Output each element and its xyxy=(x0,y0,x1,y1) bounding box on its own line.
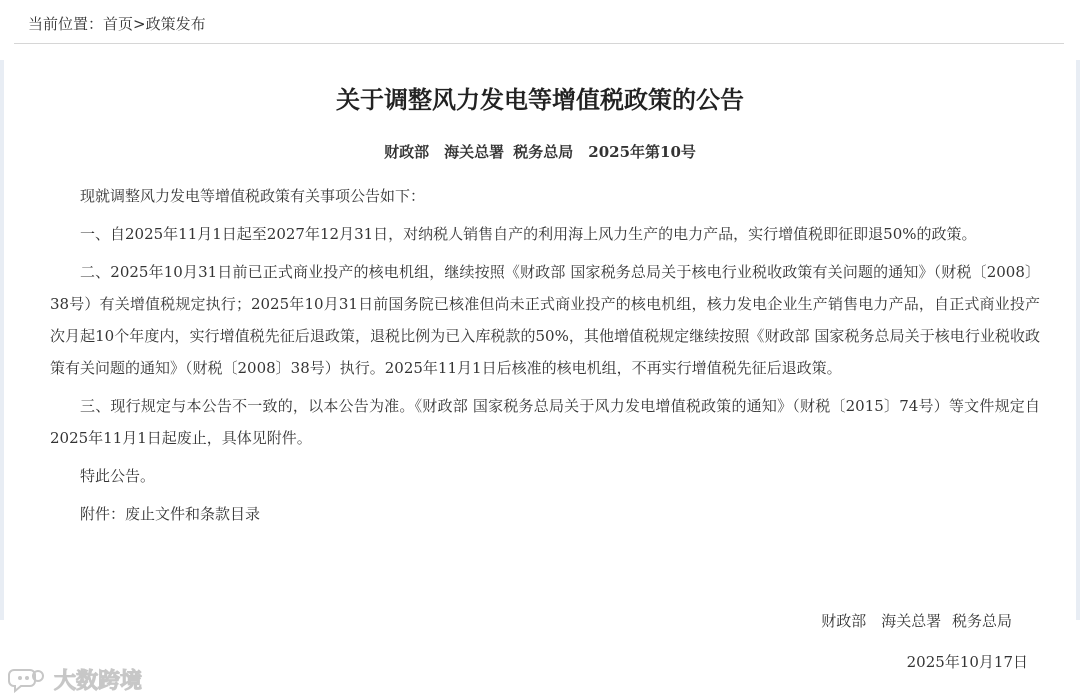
body-paragraph-intro: 现就调整风力发电等增值税政策有关事项公告如下： xyxy=(80,187,426,205)
speech-bubble-logo-icon xyxy=(8,667,48,693)
body-paragraph-closing: 特此公告。 xyxy=(80,467,156,485)
body-paragraph-item-3: 三、现行规定与本公告不一致的，以本公告为准。《财政部 国家税务总局关于风力发电增值税政策的通知》（财税〔2015〕74号）等文件规定自2025年11月1日起废止，具体见附件。 xyxy=(50,397,1040,447)
watermark xyxy=(8,664,142,695)
watermark-text: 大数跨境 xyxy=(54,669,143,694)
signature-date: 2025年10月17日 xyxy=(906,653,1028,671)
header-divider xyxy=(14,43,1064,44)
issuer-document-number: 财政部 海关总署 税务总局 2025年第10号 xyxy=(384,143,696,161)
breadcrumb-current-link[interactable]: 政策发布 xyxy=(145,15,206,33)
attachment-line[interactable]: 附件：废止文件和条款目录 xyxy=(80,505,261,523)
breadcrumb-home-link[interactable]: 首页 xyxy=(103,15,134,33)
breadcrumb-separator: > xyxy=(133,15,146,33)
breadcrumb-label: 当前位置： xyxy=(28,15,104,33)
document-body xyxy=(50,180,1040,536)
breadcrumb xyxy=(28,13,206,34)
body-paragraph-item-2: 二、2025年10月31日前已正式商业投产的核电机组，继续按照《财政部 国家税务总局关于核电行业税收政策有关问题的通知》（财税〔2008〕38号）有关增值税规定执行；2025年10月31日前国务院已核准但尚未正式商业投产的核电机组，核力发电企业生产销售电力产品，自正式商业投产次月起10个年度内，实行增值税先征后退政策，退税比例为已入库税款的50%，其他增值税规定继续按照《财政部 国家税务总局关于核电行业税收政策有关问题的通知》（财税〔2008〕38号）执行。2025年11月1日后核准的核电机组，不再实行增值税先征后退政策。 xyxy=(50,263,1040,377)
signature-issuers: 财政部 海关总署 税务总局 xyxy=(821,612,1012,630)
body-paragraph-item-1: 一、自2025年11月1日起至2027年12月31日，对纳税人销售自产的利用海上风力生产的电力产品，实行增值税即征即退50%的政策。 xyxy=(80,225,977,243)
page-title: 关于调整风力发电等增值税政策的公告 xyxy=(336,86,744,114)
